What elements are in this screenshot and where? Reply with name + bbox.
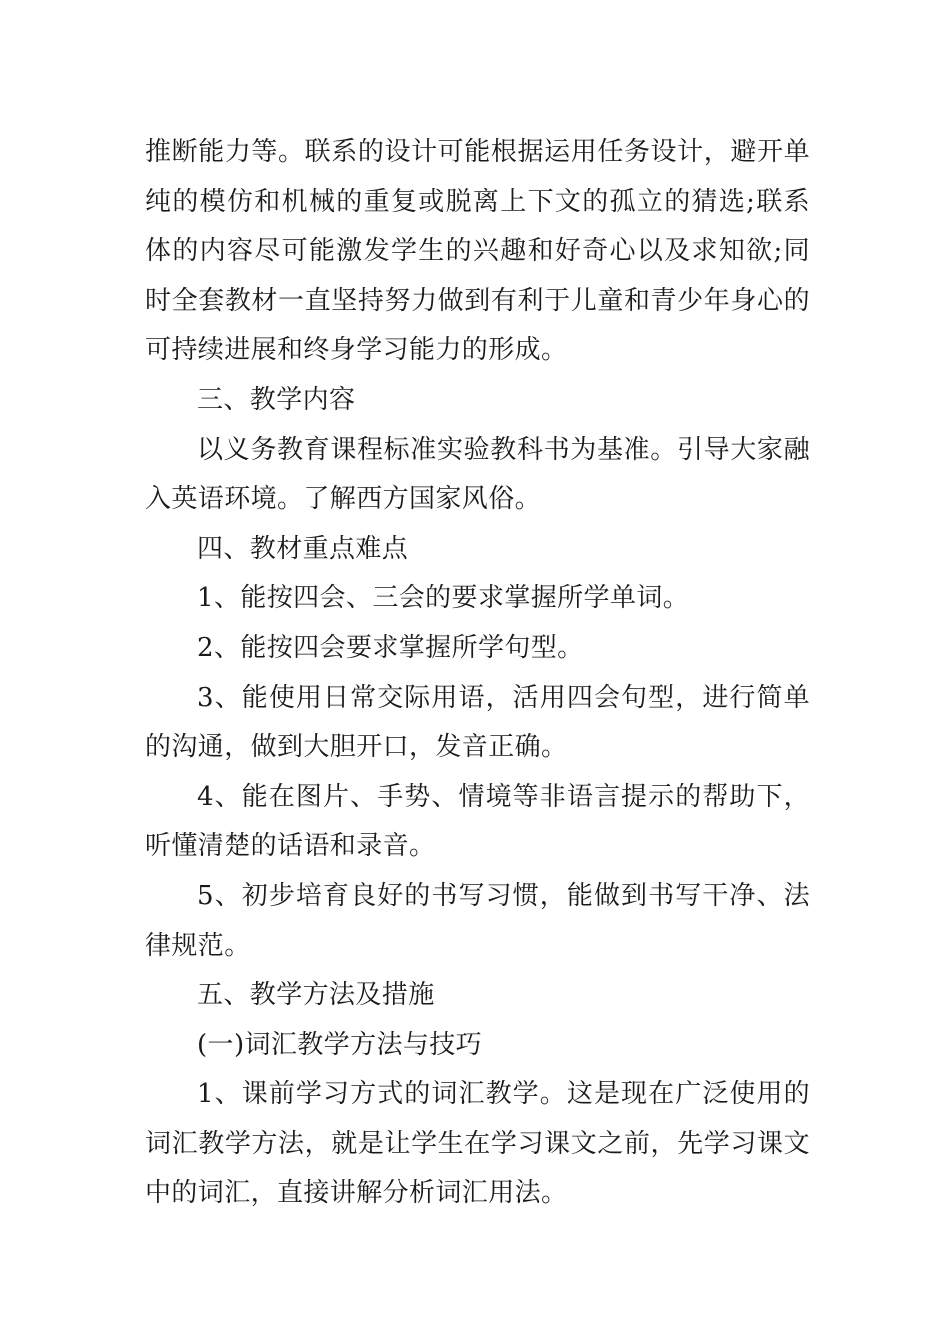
list-item-5: 5、初步培育良好的书写习惯，能做到书写干净、法律规范。: [145, 880, 810, 961]
section-heading-methods: 五、教学方法及措施: [197, 980, 435, 1011]
paragraph-vocabulary-method-1: 1、课前学习方式的词汇教学。这是现在广泛使用的词汇教学方法，就是让学生在学习课文之前，先学习课文中的词汇，直接讲解分析词汇用法。: [145, 1079, 810, 1209]
list-item-1: 1、能按四会、三会的要求掌握所学单词。: [197, 583, 690, 614]
list-item-3: 3、能使用日常交际用语，活用四会句型，进行简单的沟通，做到大胆开口，发音正确。: [145, 682, 810, 763]
list-item-2: 2、能按四会要求掌握所学句型。: [197, 632, 584, 663]
list-item-4: 4、能在图片、手势、情境等非语言提示的帮助下，听懂清楚的话语和录音。: [145, 781, 810, 862]
paragraph-teaching-content: 以义务教育课程标准实验教科书为基准。引导大家融入英语环境。了解西方国家风俗。: [145, 434, 810, 515]
subsection-heading-vocabulary: (一)词汇教学方法与技巧: [197, 1029, 483, 1060]
section-heading-teaching-content: 三、教学内容: [197, 384, 356, 415]
section-heading-key-points: 四、教材重点难点: [197, 533, 409, 564]
document-page: [145, 128, 810, 1219]
paragraph-continuation: 推断能力等。联系的设计可能根据运用任务设计，避开单纯的模仿和机械的重复或脱离上下文的孤立的猜选;联系体的内容尽可能激发学生的兴趣和好奇心以及求知欲;同时全套教材一直坚持努力做到有利于儿童和青少年身心的可持续进展和终身学习能力的形成。: [145, 137, 810, 366]
